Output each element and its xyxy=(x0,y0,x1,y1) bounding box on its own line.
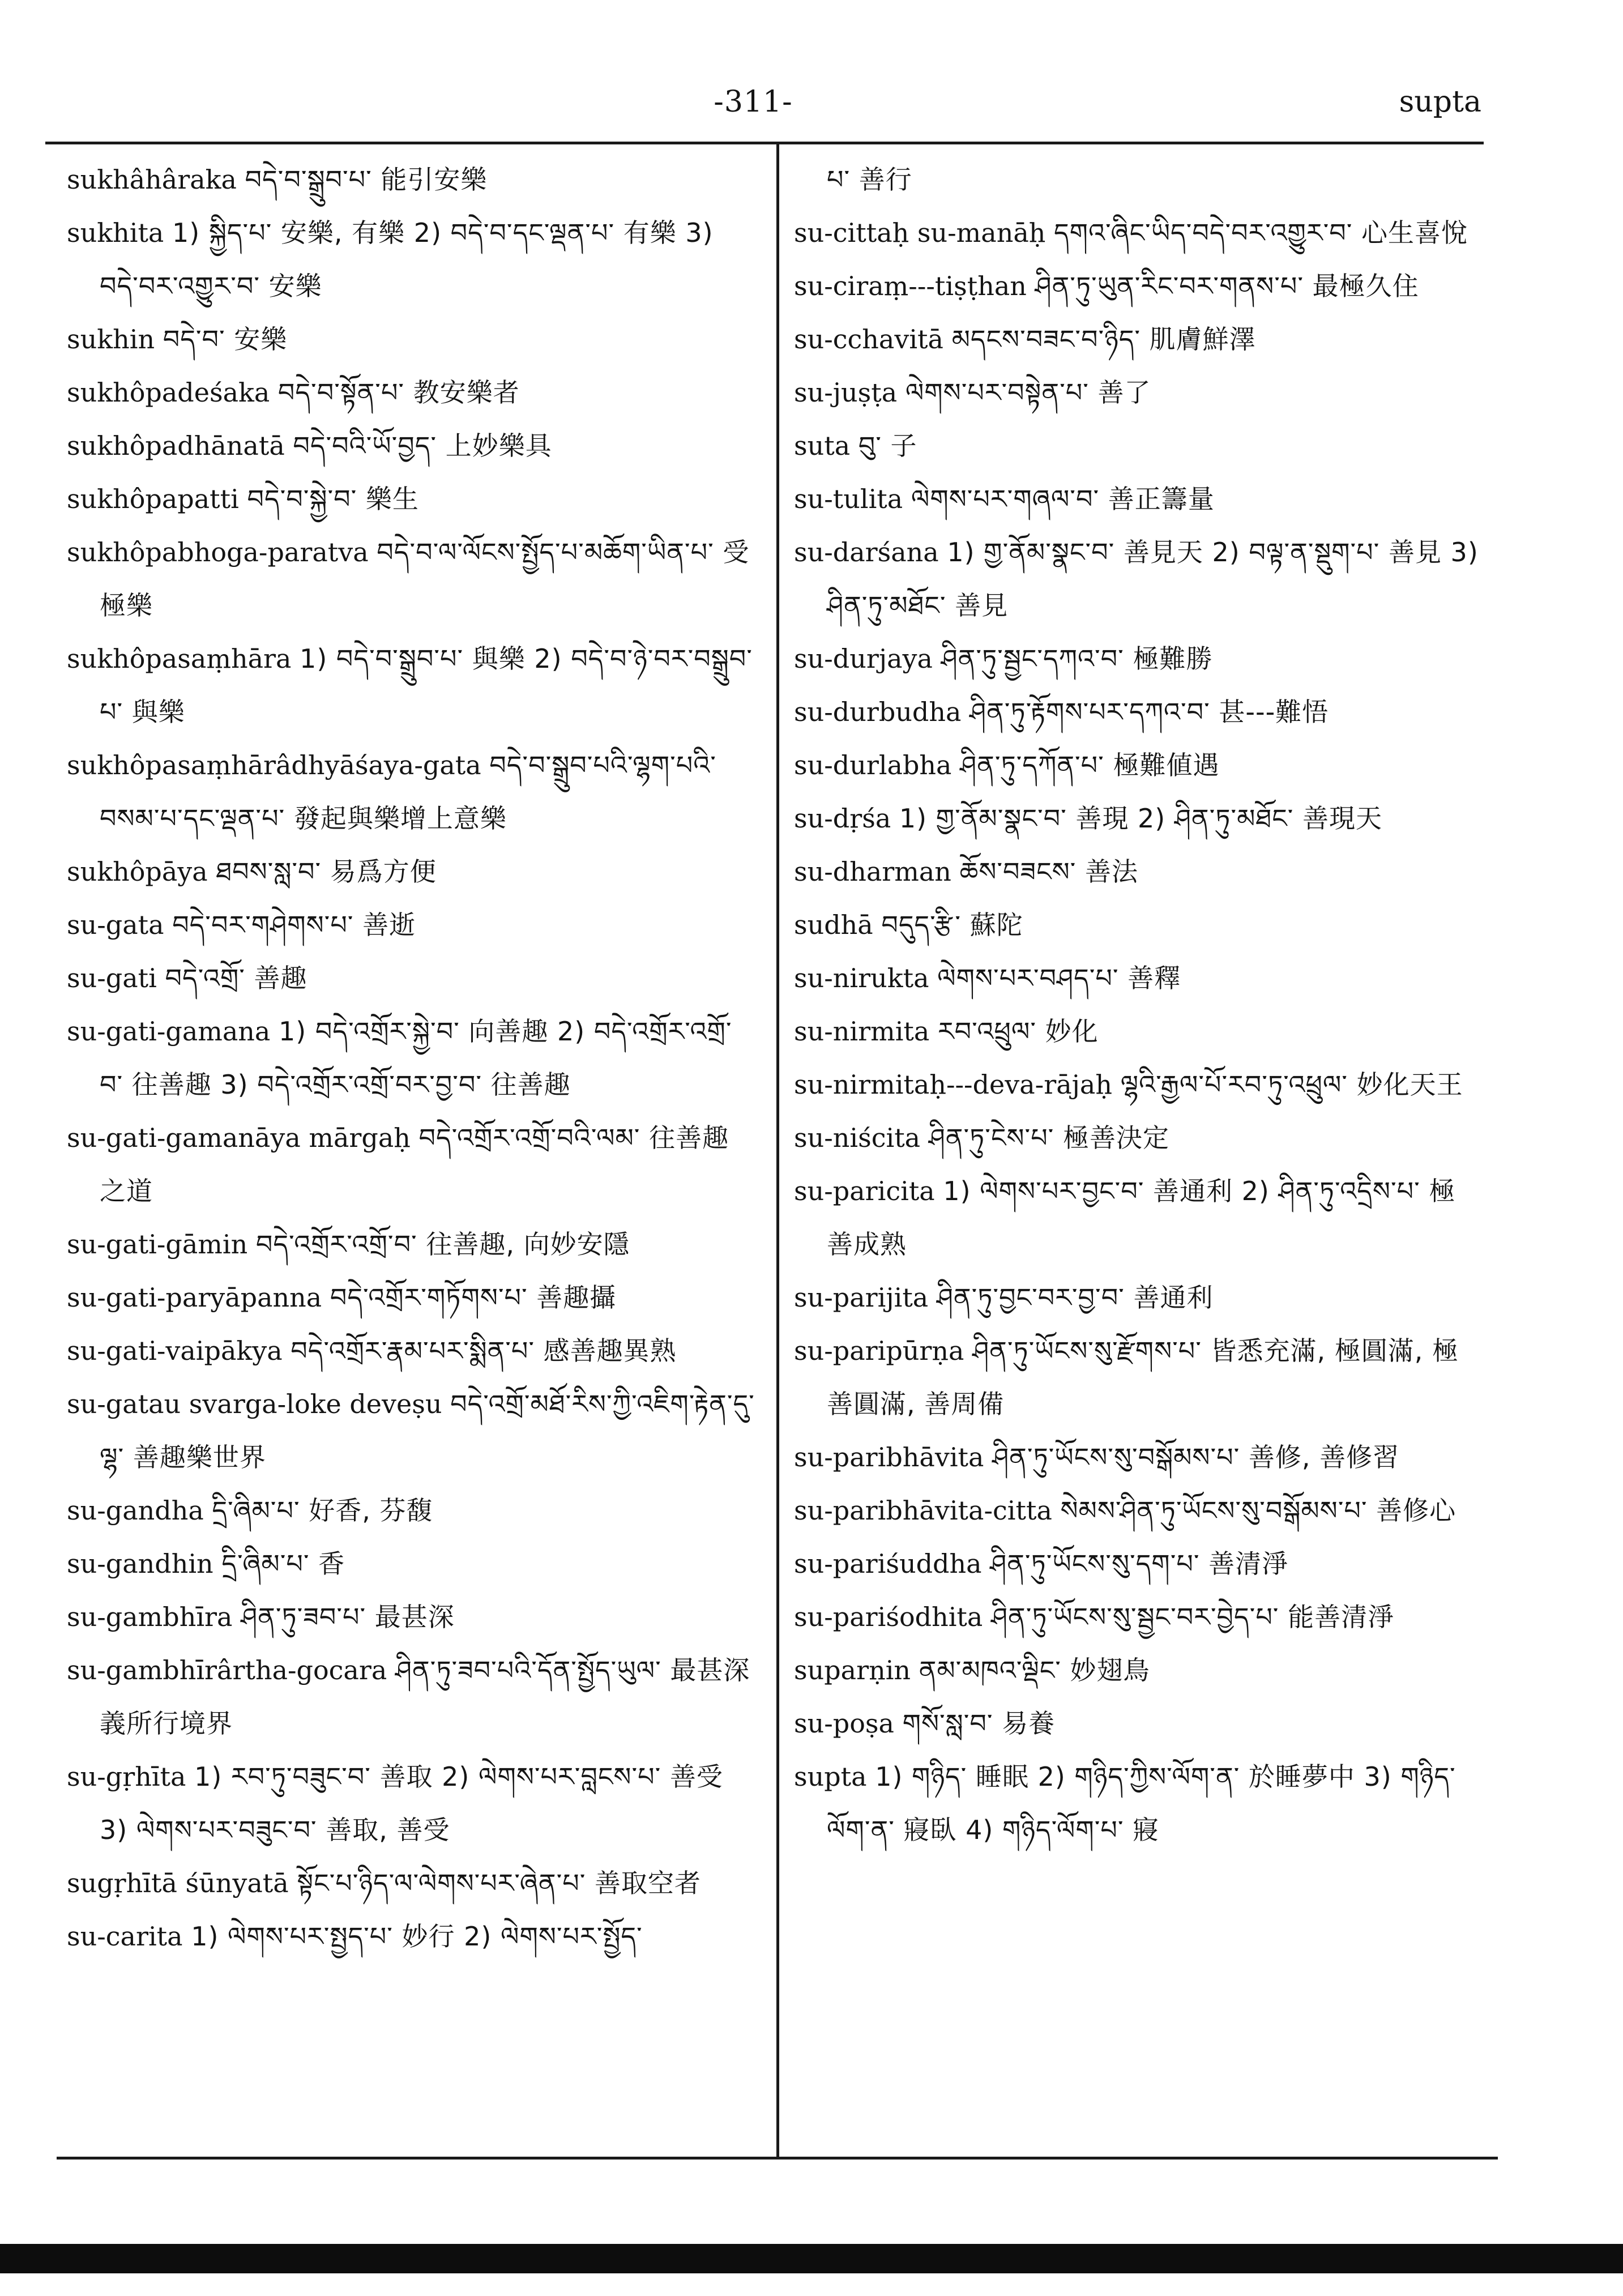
entry-headword: suparṇin xyxy=(794,1655,911,1685)
dictionary-entry xyxy=(67,1218,755,1271)
entry-translation: ནམ་མཁའ་ལྡིང་ 妙翅鳥 xyxy=(919,1655,1150,1685)
page-number: -311- xyxy=(714,85,793,119)
entry-translation: བདེ་འགྲོར་གཏོགས་པ་ 善趣攝 xyxy=(330,1282,617,1313)
entry-translation: 1) ལེགས་པར་བྱང་བ་ 善通利 2) ཤིན་ཏུ་འདྲིས་པ་ 極善成熟 xyxy=(827,1176,1456,1260)
entry-translation: ཤིན་ཏུ་ཟབ་པའི་དོན་སྤྱོད་ཡུལ་ 最甚深義所行境界 xyxy=(100,1655,750,1739)
entry-headword: su-tulita xyxy=(794,484,903,514)
entry-headword: su-paribhāvita-citta xyxy=(794,1495,1052,1526)
dictionary-entry xyxy=(67,1484,755,1537)
entry-translation: བུ་ 子 xyxy=(858,430,917,461)
dictionary-entry xyxy=(794,206,1482,259)
entry-headword: sukhôpasaṃhārâdhyāśaya-gata xyxy=(67,750,481,780)
entry-translation: བདེ་བར་གཤེགས་པ་ 善逝 xyxy=(172,910,416,940)
entry-headword: su-dṛśa xyxy=(794,803,891,834)
dictionary-entry xyxy=(67,1377,755,1484)
entry-translation: བདེ་བ་ལ་ལོངས་སྤྱོད་པ་མཆོག་ཡིན་པ་ 受極樂 xyxy=(100,537,750,621)
entry-translation: ཤིན་ཏུ་ཡོངས་སུ་དག་པ་ 善清淨 xyxy=(990,1548,1289,1579)
entry-headword: su-gambhīra xyxy=(67,1602,233,1632)
entry-headword: su-gati-gāmin xyxy=(67,1229,248,1260)
entry-headword: su-poṣa xyxy=(794,1708,894,1739)
entry-translation: གསོ་སླ་བ་ 易養 xyxy=(902,1708,1056,1739)
entry-headword: supta xyxy=(794,1761,867,1792)
dictionary-entry xyxy=(794,1484,1482,1537)
dictionary-entry xyxy=(794,472,1482,526)
entry-translation: ཤིན་ཏུ་ཟབ་པ་ 最甚深 xyxy=(241,1602,455,1632)
entry-headword: su-pariśuddha xyxy=(794,1548,982,1579)
entry-translation: ཤིན་ཏུ་རྟོགས་པར་དཀའ་བ་ 甚---難悟 xyxy=(969,697,1329,727)
dictionary-entry xyxy=(794,1271,1482,1324)
entry-translation: ལེགས་པར་བཤད་པ་ 善釋 xyxy=(937,963,1181,993)
dictionary-entry xyxy=(794,1431,1482,1484)
top-rule xyxy=(45,142,1484,144)
entry-translation: ཤིན་ཏུ་ཡོངས་སུ་རྫོགས་པ་ 皆悉充滿, 極圓滿, 極善圓滿, 善周備 xyxy=(827,1335,1459,1419)
dictionary-entry xyxy=(67,898,755,951)
dictionary-entry xyxy=(794,366,1482,419)
entry-translation: བདེ་བ་སྐྱེ་བ་ 樂生 xyxy=(247,484,419,514)
dictionary-entry xyxy=(794,632,1482,685)
bottom-rule xyxy=(57,2157,1498,2160)
entry-headword: su-pariśodhita xyxy=(794,1602,983,1632)
entry-headword: su-dharman xyxy=(794,856,951,887)
entry-translation: བདེ་བ་སྒྲུབ་པ་ 能引安樂 xyxy=(245,164,488,195)
entry-headword: su-gandhin xyxy=(67,1548,213,1579)
entry-headword: sugṛhītā śūnyatā xyxy=(67,1868,289,1898)
dictionary-entry xyxy=(794,419,1482,472)
dictionary-entry xyxy=(67,1537,755,1590)
entry-translation: 1) སྐྱིད་པ་ 安樂, 有樂 2) བདེ་བ་དང་ལྡན་པ་ 有樂 3) བདེ་བར་འགྱུར་བ་ 安樂 xyxy=(100,217,714,301)
entry-translation: མདངས་བཟང་བ་ཉིད་ 肌膚鮮澤 xyxy=(951,324,1256,355)
entry-translation: བདེ་འགྲོར་རྣམ་པར་སྨིན་པ་ 感善趣異熟 xyxy=(291,1335,677,1366)
dictionary-entry xyxy=(794,685,1482,739)
dictionary-entry xyxy=(67,419,755,472)
entry-translation: ཤིན་ཏུ་བྱང་བར་བྱ་བ་ 善通利 xyxy=(936,1282,1214,1313)
dictionary-entry xyxy=(67,1644,755,1750)
entry-translation: ཤིན་ཏུ་སྦྱང་དཀའ་བ་ 極難勝 xyxy=(941,643,1213,674)
entry-headword: sukhin xyxy=(67,324,155,355)
dictionary-entry xyxy=(67,1324,755,1377)
entry-translation: 1) བདེ་འགྲོར་སྐྱེ་བ་ 向善趣 2) བདེ་འགྲོར་འགྲོ་བ་ 往善趣 3) བདེ་འགྲོར་འགྲོ་བར་བྱ་བ་ 往善趣 xyxy=(100,1016,732,1100)
entry-translation: ཤིན་ཏུ་ཡུན་རིང་བར་གནས་པ་ 最極久住 xyxy=(1035,271,1419,301)
entry-translation: སེམས་ཤིན་ཏུ་ཡོངས་སུ་བསྒོམས་པ་ 善修心 xyxy=(1060,1495,1457,1526)
entry-headword: su-darśana xyxy=(794,537,939,567)
entry-headword: su-paricita xyxy=(794,1176,935,1206)
entry-headword: su-gati-paryāpanna xyxy=(67,1282,322,1313)
dictionary-entry xyxy=(794,951,1482,1005)
entry-translation: 1) རབ་ཏུ་བཟུང་བ་ 善取 2) ལེགས་པར་བླངས་པ་ 善受 3) ལེགས་པར་བཟུང་བ་ 善取, 善受 xyxy=(100,1761,723,1845)
entry-headword: su-nirmita xyxy=(794,1016,930,1047)
entry-translation: ལེགས་པར་བསྟེན་པ་ 善了 xyxy=(905,377,1151,408)
dictionary-entry xyxy=(67,1005,755,1111)
dictionary-entry xyxy=(67,1910,755,1963)
entry-headword: su-durbudha xyxy=(794,697,962,727)
entry-translation: བདེ་བའི་ཡོ་བྱད་ 上妙樂具 xyxy=(293,430,552,461)
entry-headword: su-ciraṃ---tiṣṭhan xyxy=(794,271,1027,301)
dictionary-entry xyxy=(794,1750,1482,1857)
entry-translation: ཐབས་སླ་བ་ 易爲方便 xyxy=(216,856,437,887)
dictionary-entry xyxy=(67,1590,755,1644)
entry-headword: su-paripūrṇa xyxy=(794,1335,964,1366)
entry-translation: ཤིན་ཏུ་ཡོངས་སུ་བསྒོམས་པ་ 善修, 善修習 xyxy=(992,1442,1400,1473)
entry-translation: དྲི་ཞིམ་པ་ 香 xyxy=(221,1548,345,1579)
entry-translation: སྟོང་པ་ཉིད་ལ་ལེགས་པར་ཞེན་པ་ 善取空者 xyxy=(297,1868,702,1898)
entry-headword: suta xyxy=(794,430,851,461)
column-divider xyxy=(776,144,779,2157)
dictionary-entry xyxy=(67,526,755,632)
dictionary-entry xyxy=(794,898,1482,951)
entry-headword: su-niścita xyxy=(794,1123,921,1153)
entry-headword: su-carita xyxy=(67,1921,183,1952)
entry-translation: 1) གྱ་ནོམ་སྣང་བ་ 善現 2) ཤིན་ཏུ་མཐོང་ 善現天 xyxy=(899,803,1382,834)
entry-headword: sudhā xyxy=(794,910,873,940)
right-column xyxy=(794,153,1482,1857)
running-head: supta xyxy=(1399,85,1481,119)
entry-headword: su-parijita xyxy=(794,1282,929,1313)
entry-translation: དྲི་ཞིམ་པ་ 好香, 芬馥 xyxy=(212,1495,433,1526)
entry-headword: su-gati-gamanāya mārgaḥ xyxy=(67,1123,411,1153)
entry-headword: sukhôpāya xyxy=(67,856,208,887)
dictionary-entry xyxy=(67,1750,755,1857)
entry-headword: su-gati-vaipākya xyxy=(67,1335,283,1366)
dictionary-entry xyxy=(794,153,1482,206)
entry-headword: sukhôpapatti xyxy=(67,484,239,514)
dictionary-entry xyxy=(794,259,1482,313)
dictionary-entry xyxy=(794,1164,1482,1271)
dictionary-entry xyxy=(794,1697,1482,1750)
dictionary-entry xyxy=(67,632,755,739)
entry-translation: 1) ལེགས་པར་སྤྱད་པ་ 妙行 2) ལེགས་པར་སྤྱོད་ xyxy=(191,1921,643,1952)
entry-translation: བདེ་བ་སྟོན་པ་ 教安樂者 xyxy=(277,377,520,408)
entry-translation: བདེ་བ་ 安樂 xyxy=(163,324,288,355)
scan-edge-bar xyxy=(0,2244,1623,2273)
entry-headword: su-juṣṭa xyxy=(794,377,898,408)
dictionary-entry xyxy=(794,845,1482,898)
entry-translation: བདུད་རྩི་ 蘇陀 xyxy=(881,910,1023,940)
entry-translation: བདེ་འགྲོ་ 善趣 xyxy=(165,963,307,993)
dictionary-entry xyxy=(794,792,1482,845)
dictionary-entry xyxy=(794,1005,1482,1058)
entry-headword: sukhôpadeśaka xyxy=(67,377,270,408)
dictionary-entry xyxy=(67,206,755,313)
dictionary-entry xyxy=(67,1111,755,1218)
dictionary-entry xyxy=(67,1271,755,1324)
dictionary-entry xyxy=(67,845,755,898)
entry-translation: ཤིན་ཏུ་ངེས་པ་ 極善決定 xyxy=(928,1123,1169,1153)
entry-translation: བདེ་འགྲོར་འགྲོ་བ་ 往善趣, 向妙安隱 xyxy=(255,1229,630,1260)
entry-translation: ཆོས་བཟངས་ 善法 xyxy=(959,856,1138,887)
dictionary-entry xyxy=(794,526,1482,632)
dictionary-entry xyxy=(794,1537,1482,1590)
entry-headword: su-nirmitaḥ---deva-rājaḥ xyxy=(794,1069,1112,1100)
entry-headword: su-gambhīrârtha-gocara xyxy=(67,1655,387,1685)
entry-headword: su-nirukta xyxy=(794,963,929,993)
entry-headword: su-gṛhīta xyxy=(67,1761,186,1792)
dictionary-entry xyxy=(794,1644,1482,1697)
dictionary-entry xyxy=(67,1857,755,1910)
entry-headword: su-durlabha xyxy=(794,750,952,780)
dictionary-entry xyxy=(794,1590,1482,1644)
entry-headword: su-gata xyxy=(67,910,164,940)
entry-translation: བདེ་བ་སྒྲུབ་པའི་ལྷག་པའི་བསམ་པ་དང་ལྡན་པ་ 發起與樂增上意樂 xyxy=(100,750,716,834)
dictionary-entry xyxy=(67,951,755,1005)
entry-translation: ཤིན་ཏུ་དཀོན་པ་ 極難値遇 xyxy=(960,750,1220,780)
dictionary-entry xyxy=(67,153,755,206)
entry-translation: བདེ་འགྲོ་མཐོ་རིས་ཀྱི་འཇིག་རྟེན་དུ་ལྷ་ 善趣樂世界 xyxy=(100,1389,755,1473)
dictionary-entry xyxy=(794,1324,1482,1431)
dictionary-entry xyxy=(794,1111,1482,1164)
entry-headword: su-paribhāvita xyxy=(794,1442,984,1473)
entry-translation: རབ་འཕྲུལ་ 妙化 xyxy=(937,1016,1099,1047)
entry-translation: 1) གྱ་ནོམ་སྣང་བ་ 善見天 2) བལྟ་ན་སྡུག་པ་ 善見 3) ཤིན་ཏུ་མཐོང་ 善見 xyxy=(827,537,1479,621)
entry-translation: པ་ 善行 xyxy=(827,164,912,195)
entry-translation: ཤིན་ཏུ་ཡོངས་སུ་སྦྱང་བར་བྱེད་པ་ 能善清淨 xyxy=(990,1602,1395,1632)
dictionary-entry xyxy=(67,313,755,366)
entry-headword: su-durjaya xyxy=(794,643,933,674)
dictionary-entry xyxy=(794,1058,1482,1111)
dictionary-entry xyxy=(67,366,755,419)
entry-headword: sukhôpadhānatā xyxy=(67,430,285,461)
entry-translation: ལྷའི་རྒྱལ་པོ་རབ་ཏུ་འཕྲུལ་ 妙化天王 xyxy=(1120,1069,1463,1100)
entry-headword: sukhôpasaṃhāra xyxy=(67,643,292,674)
dictionary-entry xyxy=(794,739,1482,792)
entry-headword: su-gatau svarga-loke deveṣu xyxy=(67,1389,442,1419)
entry-headword: sukhita xyxy=(67,217,164,248)
entry-headword: sukhôpabhoga-paratva xyxy=(67,537,369,567)
entry-headword: su-cittaḥ su-manāḥ xyxy=(794,217,1046,248)
entry-headword: sukhâhâraka xyxy=(67,164,237,195)
dictionary-entry xyxy=(67,739,755,845)
entry-translation: 1) གཉིད་ 睡眠 2) གཉིད་ཀྱིས་ལོག་ན་ 於睡夢中 3) གཉིད་ལོག་ན་ 寢臥 4) གཉིད་ལོག་པ་ 寢 xyxy=(827,1761,1456,1845)
entry-translation: ལེགས་པར་གཞལ་བ་ 善正籌量 xyxy=(911,484,1215,514)
dictionary-entry xyxy=(794,313,1482,366)
entry-headword: su-gati-gamana xyxy=(67,1016,271,1047)
entry-translation: བདེ་འགྲོར་འགྲོ་བའི་ལམ་ 往善趣之道 xyxy=(100,1123,729,1206)
entry-headword: su-gandha xyxy=(67,1495,204,1526)
dictionary-entry xyxy=(67,472,755,526)
entry-translation: དགའ་ཞིང་ཡིད་བདེ་བར་འགྱུར་བ་ 心生喜悅 xyxy=(1054,217,1468,248)
entry-headword: su-gati xyxy=(67,963,157,993)
entry-translation: 1) བདེ་བ་སྒྲུབ་པ་ 與樂 2) བདེ་བ་ཉེ་བར་བསྒྲུབ་པ་ 與樂 xyxy=(100,643,753,727)
left-column xyxy=(67,153,755,1963)
entry-headword: su-cchavitā xyxy=(794,324,943,355)
